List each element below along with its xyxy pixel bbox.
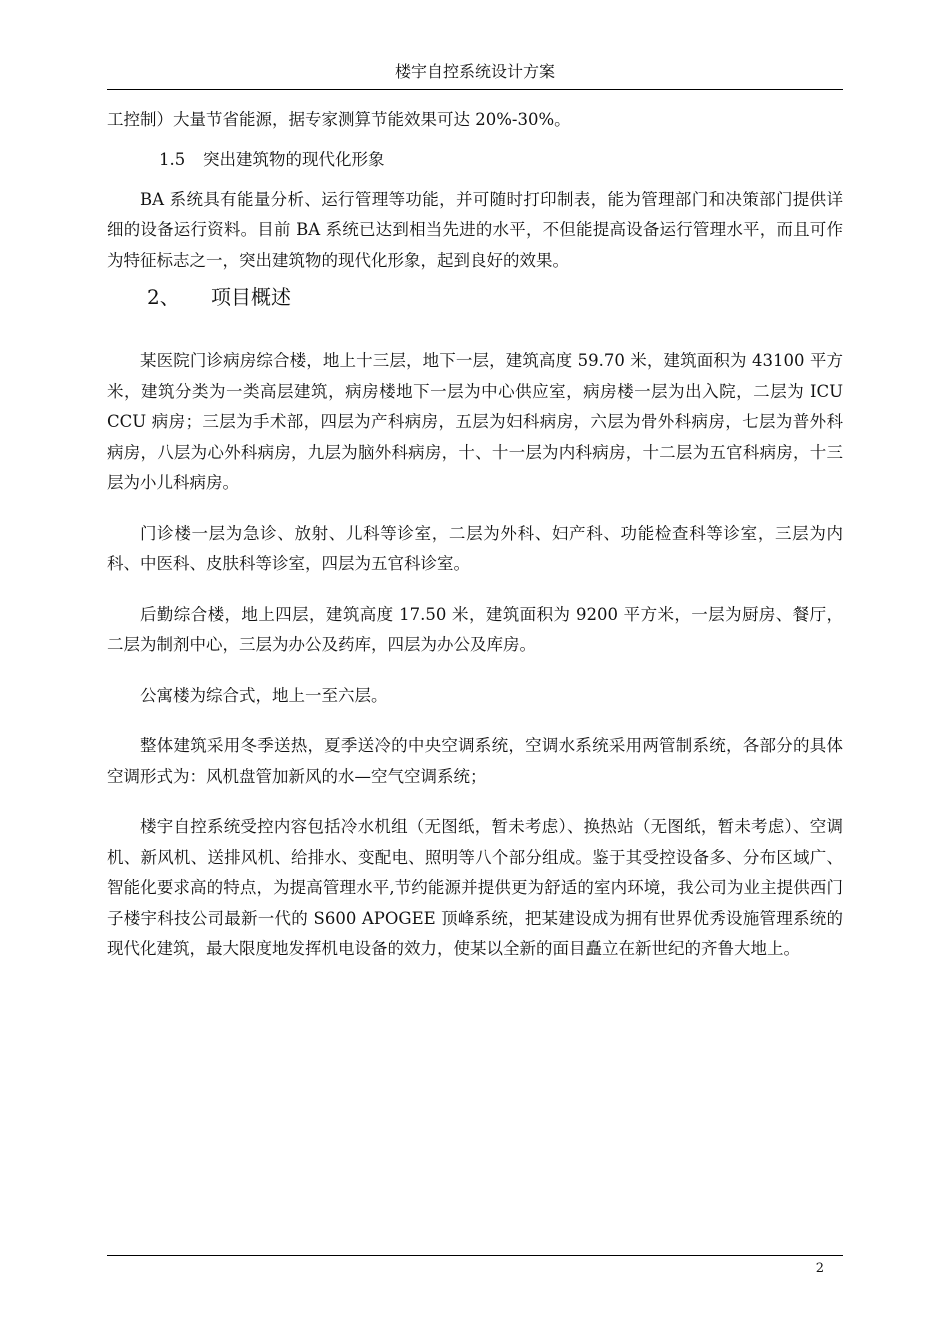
section-number: 2、 — [147, 285, 180, 309]
paragraph-outpatient-building: 门诊楼一层为急诊、放射、儿科等诊室，二层为外科、妇产科、功能检查科等诊室，三层为内科、中医科、皮肤科等诊室，四层为五官科诊室。 — [107, 523, 843, 573]
subsection-heading — [107, 145, 843, 175]
page-header-title: 楼宇自控系统设计方案 — [394, 62, 555, 81]
header-divider — [107, 89, 843, 90]
document-body — [107, 105, 843, 965]
subsection-title: 突出建筑物的现代化形象 — [203, 149, 385, 169]
continuation-paragraph: 工控制）大量节省能源，据专家测算节能效果可达 20%-30%。 — [107, 110, 571, 129]
paragraph-logistics-building: 后勤综合楼，地上四层，建筑高度 17.50 米，建筑面积为 9200 平方米，一层为厨房、餐厅，二层为制剂中心，三层为办公及药库，四层为办公及库房。 — [107, 604, 843, 654]
paragraph-ba-scope: 楼宇自控系统受控内容包括冷水机组（无图纸，暂未考虑）、换热站（无图纸，暂未考虑）、空调机、新风机、送排风机、给排水、变配电、照明等八个部分组成。鉴于其受控设备多、分布区域广、智能化要求高的特点，为提高管理水平,节约能源并提供更为舒适的室内环境，我公司为业主提供西门子楼宇科技公司最新一代的 S600 APOGEE 顶峰系统，把某建设成为拥有世界优秀设施管理系统的现代化建筑，最大限度地发挥机电设备的效力，使某以全新的面目矗立在新世纪的齐鲁大地上。 — [107, 817, 843, 958]
paragraph-hvac-system: 整体建筑采用冬季送热，夏季送冷的中央空调系统，空调水系统采用两管制系统，各部分的具体空调形式为：风机盘管加新风的水—空气空调系统； — [107, 736, 843, 786]
paragraph-apartment-building: 公寓楼为综合式，地上一至六层。 — [140, 685, 388, 705]
footer-divider — [107, 1255, 843, 1256]
paragraph-ba-system: BA 系统具有能量分析、运行管理等功能，并可随时打印制表，能为管理部门和决策部门提供详细的设备运行资料。目前 BA 系统已达到相当先进的水平，不但能提高设备运行管理水平，而且可作为特征标志之一，突出建筑物的现代化形象，起到良好的效果。 — [107, 189, 843, 270]
section-heading — [107, 282, 843, 312]
page-number: 2 — [815, 1261, 824, 1276]
section-title: 项目概述 — [211, 285, 291, 309]
paragraph-hospital-building: 某医院门诊病房综合楼，地上十三层，地下一层，建筑高度 59.70 米，建筑面积为 43100 平方米，建筑分类为一类高层建筑，病房楼地下一层为中心供应室，病房楼一层为出入院，二层为 ICU CCU 病房；三层为手术部，四层为产科病房，五层为妇科病房，六层为骨外科病房，七层为普外科病房，八层为心外科病房，九层为脑外科病房，十、十一层为内科病房，十二层为五官科病房，十三层为小儿科病房。 — [107, 351, 843, 492]
subsection-number: 1.5 — [159, 149, 186, 169]
